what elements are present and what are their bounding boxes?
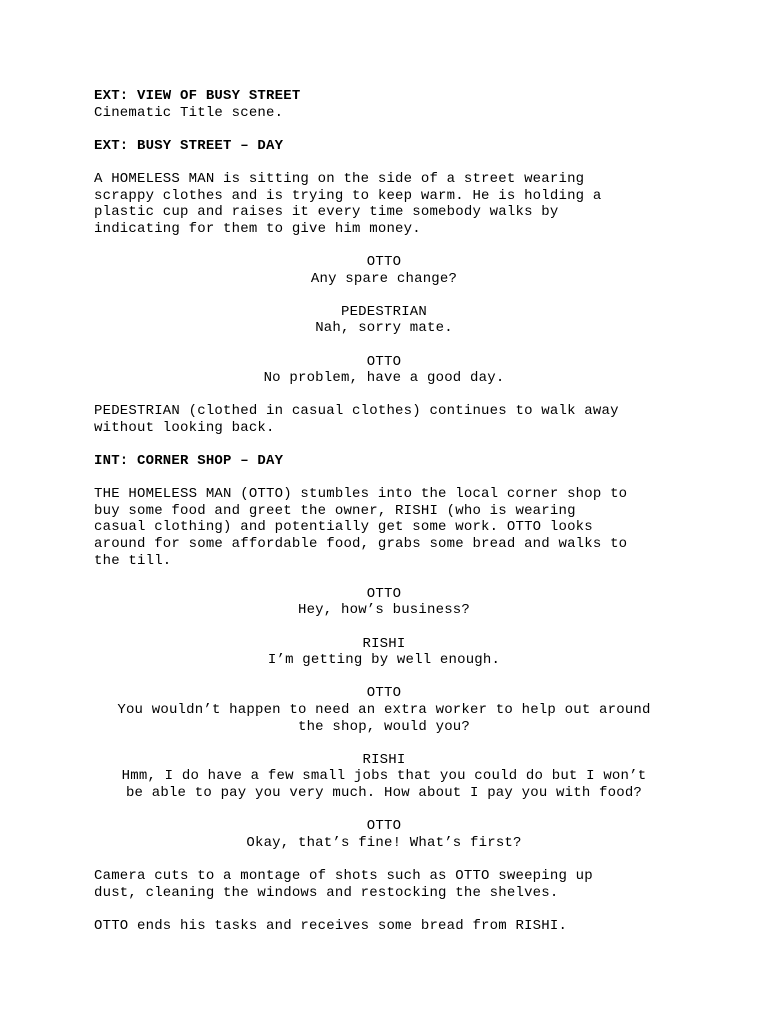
blank-line xyxy=(94,669,684,686)
blank-line xyxy=(94,619,684,636)
action-line: THE HOMELESS MAN (OTTO) stumbles into the local corner shop to xyxy=(94,486,628,503)
action-line: Camera cuts to a montage of shots such as OTTO sweeping up xyxy=(94,867,593,884)
blank-line xyxy=(94,237,684,254)
dialogue-line: Hey, how’s business? xyxy=(297,602,471,619)
dialogue-line: No problem, have a good day. xyxy=(263,370,505,387)
dialogue-line: Any spare change? xyxy=(310,270,458,287)
scene-heading: EXT: VIEW OF BUSY STREET xyxy=(94,88,301,104)
action-line: Cinematic Title scene. xyxy=(94,104,284,121)
dialogue-line: be able to pay you very much. How about I pay you with food? xyxy=(125,784,643,801)
blank-line xyxy=(94,470,684,487)
action-line: indicating for them to give him money. xyxy=(94,220,421,237)
action-line: the till. xyxy=(94,552,172,569)
action-line: around for some affordable food, grabs some bread and walks to xyxy=(94,536,628,553)
blank-line xyxy=(94,154,684,171)
scene-heading: EXT: BUSY STREET – DAY xyxy=(94,137,284,154)
blank-line xyxy=(94,337,684,354)
blank-line xyxy=(94,851,684,868)
action-line: A HOMELESS MAN is sitting on the side of a street wearing xyxy=(94,170,585,187)
dialogue-line: You wouldn’t happen to need an extra worker to help out around xyxy=(117,701,651,718)
dialogue-line: the shop, would you? xyxy=(297,718,471,735)
dialogue-line: I’m getting by well enough. xyxy=(267,652,501,669)
blank-line xyxy=(94,387,684,404)
action-line: buy some food and greet the owner, RISHI (who is wearing xyxy=(94,502,576,519)
action-line: OTTO ends his tasks and receives some bread from RISHI. xyxy=(94,917,568,934)
action-line: scrappy clothes and is trying to keep warm. He is holding a xyxy=(94,187,602,204)
screenplay-body xyxy=(94,88,684,934)
blank-line xyxy=(94,735,684,752)
scene-heading: INT: CORNER SHOP – DAY xyxy=(94,453,284,470)
blank-line xyxy=(94,802,684,819)
action-line: casual clothing) and potentially get some work. OTTO looks xyxy=(94,519,593,536)
character-name: OTTO xyxy=(366,818,402,835)
dialogue-line: Okay, that’s fine! What’s first? xyxy=(246,834,522,851)
character-name: RISHI xyxy=(362,751,406,768)
dialogue-line: Nah, sorry mate. xyxy=(315,320,453,337)
character-name: OTTO xyxy=(366,685,402,702)
character-name: OTTO xyxy=(366,585,402,602)
blank-line xyxy=(94,436,684,453)
blank-line xyxy=(94,121,684,138)
character-name: PEDESTRIAN xyxy=(340,303,427,320)
action-line: without looking back. xyxy=(94,419,275,436)
blank-line xyxy=(94,287,684,304)
blank-line xyxy=(94,569,684,586)
blank-line xyxy=(94,901,684,918)
character-name: OTTO xyxy=(366,253,402,270)
action-line: dust, cleaning the windows and restocking the shelves. xyxy=(94,884,559,901)
character-name: RISHI xyxy=(362,635,406,652)
dialogue-line: Hmm, I do have a few small jobs that you could do but I won’t xyxy=(121,768,647,785)
action-line: plastic cup and raises it every time somebody walks by xyxy=(94,204,559,221)
character-name: OTTO xyxy=(366,353,402,370)
action-line: PEDESTRIAN (clothed in casual clothes) continues to walk away xyxy=(94,403,619,420)
